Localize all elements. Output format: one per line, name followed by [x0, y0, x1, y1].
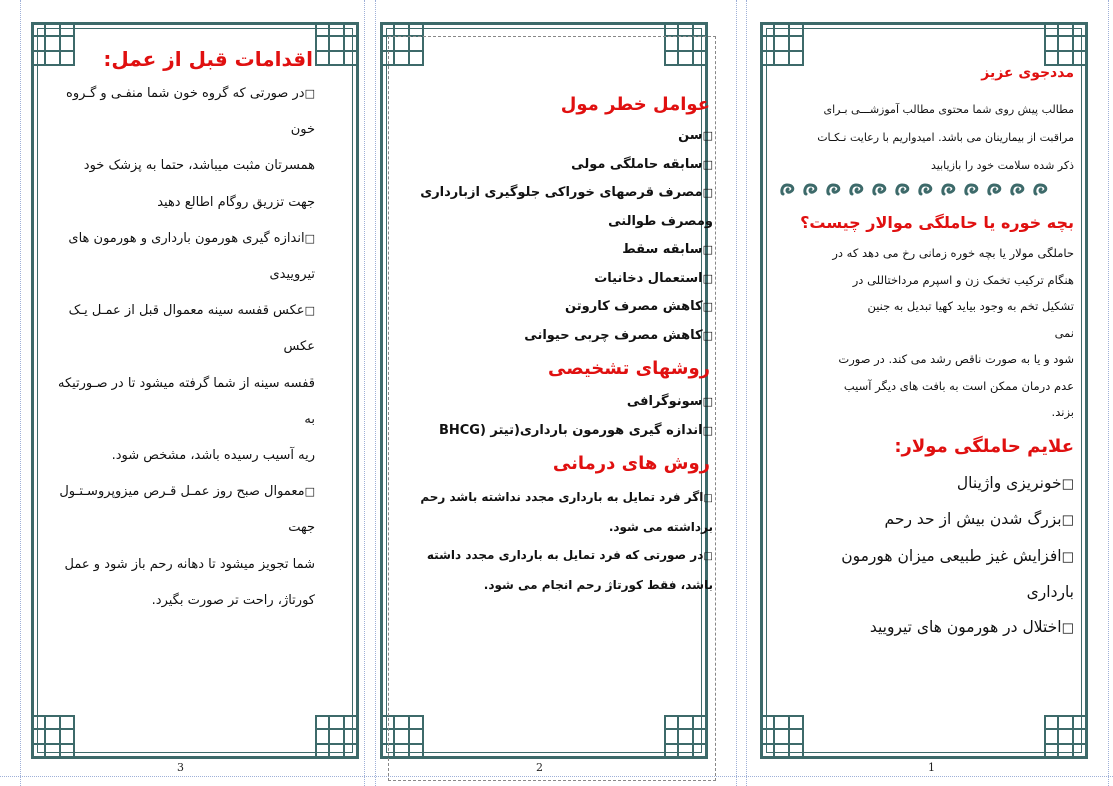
preop-line — [40, 112, 315, 148]
bullet-box-icon: □ — [702, 271, 713, 285]
risk-line — [395, 322, 713, 351]
definition-line — [780, 373, 1074, 400]
risk-text: کاهش مصرف چربی حیوانی — [524, 327, 703, 343]
risk-text: سابقه سقط — [622, 242, 703, 257]
preop-text: خون — [290, 122, 315, 138]
preop-line — [40, 366, 315, 402]
preop-line — [40, 583, 315, 619]
definition-title: بچه خوره یا حاملگی موالار چیست؟ — [800, 213, 1074, 232]
bullet-box-icon: □ — [703, 551, 713, 562]
diagnosis-list — [395, 388, 713, 445]
wave-ornament-icon — [1010, 182, 1031, 198]
intro-line — [780, 96, 1074, 124]
page-2-content — [395, 88, 713, 599]
wave-ornament-icon — [941, 182, 962, 198]
treatment-text: اگر فرد تمایل به بارداری مجدد نداشته باشد رحم — [420, 490, 704, 504]
corner-ornament — [315, 715, 359, 759]
treatment-line — [395, 571, 713, 599]
bullet-box-icon: □ — [1061, 620, 1074, 636]
symptoms-list — [780, 466, 1074, 647]
bullet-box-icon: □ — [703, 493, 713, 504]
risk-line — [395, 265, 713, 294]
bullet-box-icon: □ — [702, 186, 713, 199]
definition-line — [780, 346, 1074, 373]
page-guide — [1108, 0, 1109, 786]
definition-line — [780, 240, 1074, 267]
preop-text: ریه آسیب رسیده باشد، مشخص شود. — [111, 448, 315, 464]
preop-text: در صورتی که گروه خون شما منفـی و گـروه — [66, 86, 305, 101]
definition-text — [780, 240, 1074, 426]
page-3-content — [40, 42, 315, 619]
preop-title: اقدامات قبل از عمل: — [103, 47, 313, 71]
preop-line — [40, 547, 315, 583]
diagnosis-line — [395, 417, 713, 446]
bullet-box-icon: □ — [702, 243, 713, 256]
treatment-line — [395, 513, 713, 541]
treatment-text: برداشته می شود. — [608, 520, 713, 534]
diagnosis-text: سونوگرافی — [626, 394, 703, 409]
bullet-box-icon: □ — [304, 304, 315, 318]
definition-line — [780, 267, 1074, 294]
preop-line — [40, 221, 315, 257]
symptom-line — [780, 610, 1074, 647]
preop-text: جهت تزریق روگام اطالع دهید — [157, 194, 315, 210]
treatment-title: روش های درمانی — [552, 453, 710, 474]
bullet-box-icon: □ — [702, 157, 713, 171]
intro-text: مطالب پیش روی شما محتوی مطالب آموزشـــی بـرای — [823, 103, 1074, 116]
preop-line — [40, 329, 315, 365]
definition-line — [780, 399, 1074, 426]
page-guide — [364, 0, 365, 786]
page-number: 3 — [177, 761, 184, 774]
page-guide — [746, 0, 747, 786]
bullet-box-icon: □ — [702, 423, 713, 437]
wave-ornament-icon — [872, 182, 893, 198]
bullet-box-icon: □ — [702, 328, 713, 342]
preop-text: قفسه سینه از شما گرفته میشود تا در صـورتیکه — [57, 375, 315, 391]
corner-ornament — [760, 715, 804, 759]
greeting-heading: مددجوی عزیز — [981, 65, 1074, 81]
wave-ornament-icon — [918, 182, 939, 198]
page-guide — [736, 0, 737, 786]
preop-text: عکس قفسه سینه معموال قبل از عمـل یـک — [68, 303, 305, 319]
bullet-box-icon: □ — [702, 395, 713, 408]
symptom-line — [780, 539, 1074, 576]
preop-text: جهت — [288, 520, 315, 536]
symptom-text: خونریزی واژینال — [956, 473, 1062, 492]
wave-ornament-icon — [987, 182, 1008, 198]
preop-text: عکس — [283, 339, 315, 355]
wave-ornament-icon — [849, 182, 870, 198]
risk-line — [395, 179, 713, 208]
wave-ornament-icon — [803, 182, 824, 198]
symptom-line — [780, 502, 1074, 539]
page-number: 1 — [928, 761, 935, 774]
risk-line — [395, 236, 713, 265]
treatment-line — [395, 483, 713, 513]
corner-ornament — [31, 715, 75, 759]
definition-line — [780, 293, 1074, 320]
risk-text: استعمال دخانیات — [594, 270, 703, 286]
intro-text: مراقبت از بیمارینان می باشد. امیدواریم با رعایت نـکـات — [817, 131, 1074, 144]
preop-list — [40, 76, 315, 619]
treatment-text: در صورتی که فرد تمایل به بارداری مجدد داشته — [426, 548, 704, 562]
intro-line — [780, 124, 1074, 152]
symptom-text: بزرگ شدن بیش از حد رحم — [884, 510, 1062, 528]
wave-ornament-icon — [780, 182, 801, 198]
preop-line — [40, 438, 315, 474]
symptom-text: اختلال در هورمون های تیرویید — [869, 617, 1062, 636]
symptoms-title: علایم حاملگی مولار: — [894, 435, 1074, 457]
risk-text: سن — [678, 128, 703, 143]
bullet-box-icon: □ — [1061, 513, 1074, 528]
intro-text — [780, 96, 1074, 180]
wave-ornament-icon — [964, 182, 985, 198]
treatment-text: باشد، فقط کورتاژ رحم انجام می شود. — [483, 578, 713, 592]
corner-ornament — [1044, 715, 1088, 759]
symptom-text: افزایش غیز طبیعی میزان هورمون — [841, 546, 1062, 565]
risk-list — [395, 122, 713, 350]
page-guide — [375, 0, 376, 786]
corner-ornament — [315, 22, 359, 66]
bullet-box-icon: □ — [304, 231, 315, 245]
definition-line — [780, 320, 1074, 347]
risk-text: مصرف قرصهای خوراکی جلوگیری ازبارداری — [420, 185, 703, 200]
treatment-line — [395, 541, 713, 571]
preop-text: شما تجویز میشود تا دهانه رحم باز شود و عمل — [64, 556, 315, 572]
risk-line — [395, 293, 713, 322]
symptom-line — [780, 575, 1074, 610]
preop-line — [40, 474, 315, 510]
preop-text: معموال صبح روز عمـل قـرص میزوپروسـتـول — [59, 484, 305, 500]
preop-text: همسرتان مثبت میباشد، حتما به پزشک خود — [83, 158, 315, 174]
preop-line — [40, 185, 315, 221]
preop-text: کورتاژ، راحت تر صورت بگیرد. — [151, 592, 315, 608]
diagnosis-title: روشهای تشخیصی — [548, 358, 710, 379]
definition-text: هنگام ترکیب تخمک زن و اسپرم مرداختاللی در — [852, 272, 1074, 287]
wave-ornament-icon — [895, 182, 916, 198]
definition-text: عدم درمان ممکن است به بافت های دیگر آسیب — [843, 378, 1074, 393]
wave-ornament — [780, 182, 1074, 202]
definition-text: شود و یا به صورت ناقص رشد می کند. در صورت — [838, 352, 1074, 366]
risk-text: ومصرف طوالنی — [608, 213, 713, 229]
diagnosis-text: اندازه گیری هورمون بارداری(تیتر (BHCG — [438, 422, 703, 438]
bullet-box-icon: □ — [304, 87, 315, 100]
treatment-list — [395, 483, 713, 599]
wave-ornament-icon — [1033, 182, 1054, 198]
page-1-content — [780, 60, 1074, 646]
definition-text: نمی — [1054, 325, 1074, 340]
symptom-line — [780, 466, 1074, 503]
definition-text: تشکیل تخم به وجود بیاید کهیا تبدیل به جنین — [867, 299, 1074, 313]
preop-line — [40, 293, 315, 329]
bullet-box-icon: □ — [702, 129, 713, 142]
preop-line — [40, 510, 315, 546]
preop-text: تیروییدی — [269, 267, 315, 283]
preop-text: اندازه گیری هورمون بارداری و هورمون های — [68, 230, 305, 246]
preop-line — [40, 257, 315, 293]
wave-ornament-icon — [826, 182, 847, 198]
diagnosis-line — [395, 388, 713, 417]
risk-text: کاهش مصرف کاروتن — [565, 299, 703, 314]
risk-title: عوامل خطر مول — [560, 94, 710, 115]
risk-line — [395, 208, 713, 237]
risk-line — [395, 151, 713, 180]
intro-line — [780, 152, 1074, 180]
bullet-box-icon: □ — [702, 300, 713, 313]
risk-text: سابقه حاملگی مولی — [571, 156, 703, 172]
intro-text: ذکر شده سلامت خود را بازیابید — [931, 159, 1074, 172]
bullet-box-icon: □ — [304, 485, 315, 499]
preop-line — [40, 402, 315, 438]
preop-text: به — [304, 411, 315, 427]
definition-text: حاملگی مولار یا بچه خوره زمانی رخ می دهد که در — [832, 246, 1074, 260]
page-number: 2 — [536, 761, 543, 774]
definition-text: بزند. — [1051, 405, 1074, 419]
bullet-box-icon: □ — [1061, 549, 1074, 565]
symptom-text: بارداری — [1026, 583, 1074, 601]
page-guide — [20, 0, 21, 786]
risk-line — [395, 122, 713, 151]
preop-line — [40, 148, 315, 184]
bullet-box-icon: □ — [1061, 476, 1074, 492]
preop-line — [40, 76, 315, 112]
